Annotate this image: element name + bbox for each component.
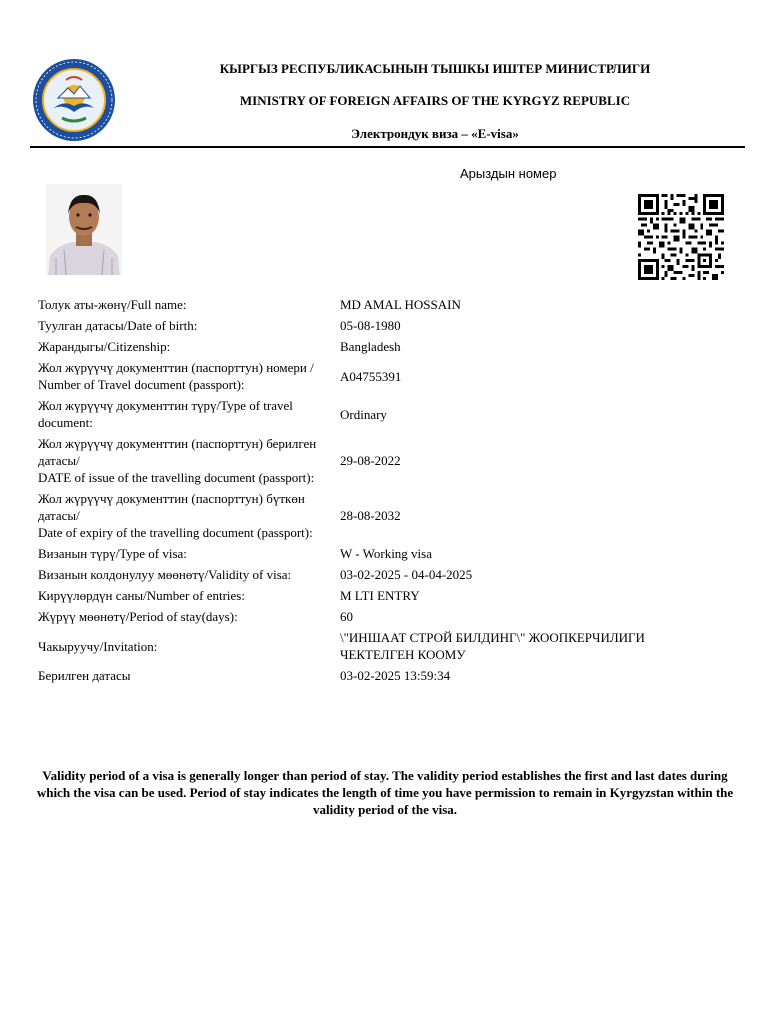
- field-label: Визанын колдонулуу мөөнөтү/Validity of visa:: [38, 567, 292, 582]
- field-label: Берилген датасы: [38, 668, 131, 683]
- field-value: M LTI ENTRY: [340, 588, 420, 603]
- field-value: 05-08-1980: [340, 318, 401, 333]
- state-emblem-icon: [32, 58, 116, 142]
- field-row: [34, 433, 674, 488]
- field-value: 28-08-2032: [340, 508, 401, 523]
- applicant-photo-icon: [46, 184, 122, 275]
- field-label: Чакыруучу/Invitation:: [38, 638, 158, 654]
- field-label: Кирүүлөрдүн саны/Number of entries:: [38, 588, 245, 603]
- header-divider: [30, 146, 745, 148]
- field-label: Жарандыгы/Citizenship:: [38, 339, 171, 354]
- field-row: [34, 665, 674, 686]
- field-value: 29-08-2022: [340, 453, 401, 468]
- field-label: Толук аты-жөнү/Full name:: [38, 297, 187, 312]
- field-row: [34, 564, 674, 585]
- field-row: [34, 627, 674, 665]
- document-subtitle: Электрондук виза – «E-visa»: [351, 126, 519, 141]
- qr-code-icon: [636, 194, 726, 280]
- field-value: \"ИНШААТ СТРОЙ БИЛДИНГ\" ЖООПКЕРЧИЛИГИ ЧЕКТЕЛГЕН КООМУ: [340, 630, 645, 662]
- validity-note: Validity period of a visa is generally longer than period of stay. The validity period establishes the first and last dates during which the visa can be used. Period of stay indicates the length of time you have permission to remain in Kyrgyzstan within the validity period of the visa.: [36, 768, 734, 817]
- field-row: [34, 336, 674, 357]
- field-label: Визанын түрү/Type of visa:: [38, 546, 187, 561]
- field-value: A04755391: [340, 368, 402, 384]
- field-row: [34, 315, 674, 336]
- field-value: 60: [340, 609, 353, 624]
- field-row: [34, 543, 674, 564]
- visa-details-table: [34, 294, 674, 686]
- field-label: Жүрүү мөөнөтү/Period of stay(days):: [38, 609, 238, 624]
- field-value: 03-02-2025 13:59:34: [340, 668, 451, 683]
- field-value: Bangladesh: [340, 339, 401, 354]
- field-label: Туулган датасы/Date of birth:: [38, 318, 198, 333]
- field-value: Ordinary: [340, 406, 387, 422]
- ministry-title-en: MINISTRY OF FOREIGN AFFAIRS OF THE KYRGYZ REPUBLIC: [239, 93, 631, 108]
- field-label: Жол жүрүүчү документтин (паспорттун) берилген датасы/ DATE of issue of the travelling document (passport):: [38, 436, 317, 485]
- field-row: [34, 294, 674, 315]
- application-number-label: Арыздын номер: [460, 166, 557, 181]
- field-row: [34, 488, 674, 543]
- field-label: Жол жүрүүчү документтин (паспорттун) бүткөн датасы/ Date of expiry of the travelling document (passport):: [38, 491, 313, 540]
- field-label: Жол жүрүүчү документтин (паспорттун) номери / Number of Travel document (passport):: [38, 360, 314, 392]
- field-value: MD AMAL HOSSAIN: [340, 297, 461, 312]
- ministry-title-ky: КЫРГЫЗ РЕСПУБЛИКАСЫНЫН ТЫШКЫ ИШТЕР МИНИСТРЛИГИ: [219, 61, 651, 76]
- field-row: [34, 606, 674, 627]
- field-row: [34, 585, 674, 606]
- field-value: 03-02-2025 - 04-04-2025: [340, 567, 473, 582]
- field-value: W - Working visa: [340, 546, 432, 561]
- field-label: Жол жүрүүчү документтин түрү/Type of travel document:: [38, 398, 293, 430]
- field-row: [34, 395, 674, 433]
- field-row: [34, 357, 674, 395]
